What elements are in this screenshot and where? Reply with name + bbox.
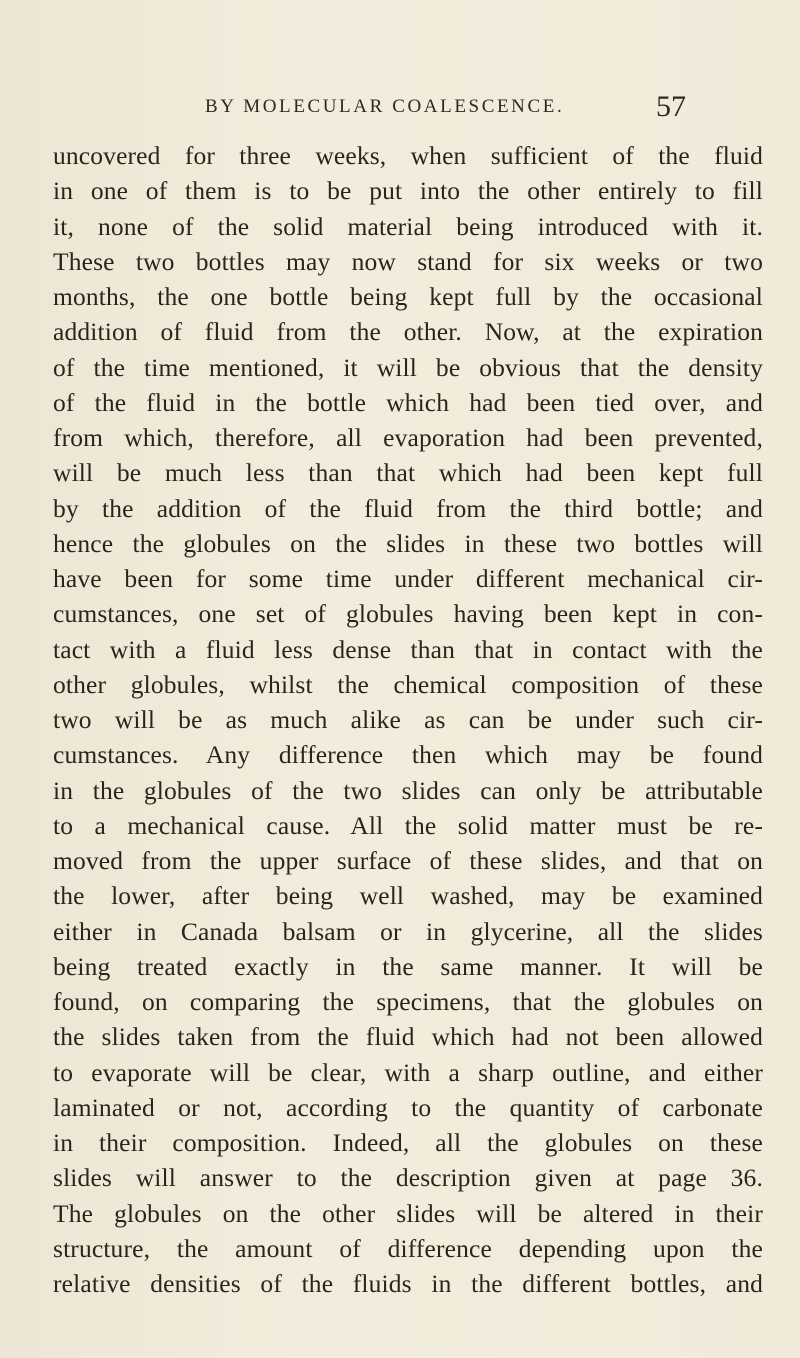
- text-line: The globules on the other slides will be altered in their: [53, 1198, 763, 1228]
- text-line: in their composition. Indeed, all the globules on these: [53, 1128, 763, 1157]
- text-line: slides will answer to the description given at page 36.: [53, 1163, 763, 1193]
- text-line: either in Canada balsam or in glycerine, all the slides: [53, 916, 763, 946]
- running-title: BY MOLECULAR COALESCENCE.: [205, 96, 565, 117]
- page-number: 57: [656, 90, 686, 123]
- text-line: in one of them is to be put into the other entirely to fill: [53, 176, 763, 206]
- text-line: to evaporate will be clear, with a sharp outline, and either: [53, 1057, 763, 1087]
- text-line: from which, therefore, all evaporation had been prevented,: [53, 423, 763, 452]
- text-line: These two bottles may now stand for six weeks or two: [53, 246, 763, 276]
- text-line: by the addition of the fluid from the third bottle; and: [53, 493, 763, 523]
- text-line: cumstances. Any difference then which may be found: [53, 740, 763, 770]
- text-line: laminated or not, according to the quantity of carbonate: [53, 1092, 763, 1122]
- text-line: to a mechanical cause. All the solid matter must be re-: [53, 810, 763, 840]
- text-line: addition of fluid from the other. Now, at the expiration: [53, 317, 763, 347]
- text-line: of the fluid in the bottle which had been tied over, and: [53, 387, 763, 417]
- text-line: found, on comparing the specimens, that the globules on: [53, 987, 763, 1016]
- text-line: other globules, whilst the chemical composition of these: [53, 669, 763, 699]
- text-line: moved from the upper surface of these slides, and that on: [53, 846, 763, 875]
- text-line: two will be as much alike as can be under such cir-: [53, 705, 763, 734]
- text-line: tact with a fluid less dense than that in contact with the: [53, 634, 763, 664]
- text-line: cumstances, one set of globules having been kept in con-: [53, 599, 763, 629]
- body-paragraph: [53, 138, 763, 1301]
- text-line: structure, the amount of difference depending upon the: [53, 1233, 763, 1263]
- text-line: of the time mentioned, it will be obvious that the density: [53, 352, 763, 382]
- text-line: uncovered for three weeks, when sufficient of the fluid: [53, 141, 763, 170]
- text-line: have been for some time under different mechanical cir-: [53, 564, 763, 593]
- running-head: [0, 92, 800, 132]
- text-line: the lower, after being well washed, may be examined: [53, 881, 763, 911]
- text-line: relative densities of the fluids in the different bottles, and: [53, 1269, 763, 1298]
- text-line: hence the globules on the slides in these two bottles will: [53, 528, 763, 558]
- text-line: it, none of the solid material being introduced with it.: [53, 211, 763, 241]
- text-line: in the globules of the two slides can only be attributable: [53, 775, 763, 805]
- text-line: the slides taken from the fluid which had not been allowed: [53, 1022, 763, 1052]
- text-line: months, the one bottle being kept full by the occasional: [53, 282, 763, 311]
- text-line: will be much less than that which had been kept full: [53, 458, 763, 488]
- text-line: being treated exactly in the same manner. It will be: [53, 951, 763, 981]
